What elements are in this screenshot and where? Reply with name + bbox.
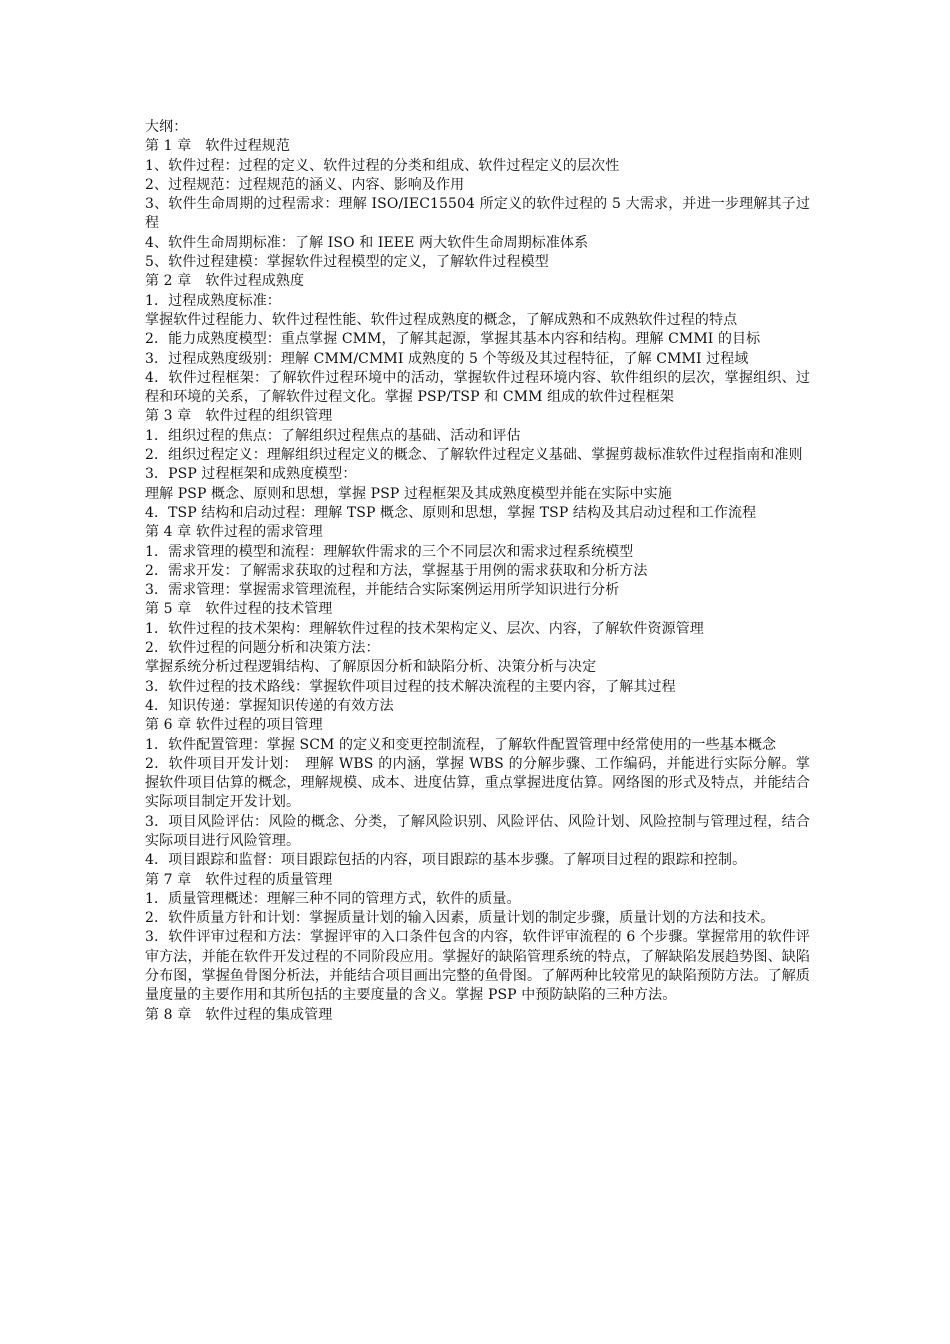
chapter-1-item-4: 4、软件生命周期标准：了解 ISO 和 IEEE 两大软件生命周期标准体系 [145,234,589,251]
chapter-3-item-4: 理解 PSP 概念、原则和思想，掌握 PSP 过程框架及其成熟度模型并能在实际中实施 [145,485,672,502]
chapter-7-item-3: 3．软件评审过程和方法：掌握评审的入口条件包含的内容，软件评审流程的 6 个步骤。掌握常用的软件评审方法，并能在软件开发过程的不同阶段应用。掌握好的缺陷管理系统的特点，了解缺陷发展趋势图、缺陷分布图，掌握鱼骨图分析法，并能结合项目画出完整的鱼骨图。了解两种比较常见的缺陷预防方法。了解质量度量的主要作用和其所包括的主要度量的含义。掌握 PSP 中预防缺陷的三种方法。 [145,929,810,1004]
chapter-3-item-2: 2．组织过程定义：理解组织过程定义的概念、了解软件过程定义基础、掌握剪裁标准软件过程指南和准则 [145,447,803,464]
chapter-3-item-1: 1．组织过程的焦点：了解组织过程焦点的基础、活动和评估 [145,427,521,444]
outline-content [145,118,810,1025]
chapter-1-item-5: 5、软件过程建模：掌握软件过程模型的定义，了解软件过程模型 [145,254,549,271]
chapter-4-item-3: 3．需求管理：掌握需求管理流程，并能结合实际案例运用所学知识进行分析 [145,582,620,599]
chapter-5-item-2: 2．软件过程的问题分析和决策方法： [145,640,380,657]
chapter-5-item-4: 3．软件过程的技术路线：掌握软件项目过程的技术解决流程的主要内容，了解其过程 [145,678,676,695]
chapter-3-item-5: 4．TSP 结构和启动过程：理解 TSP 概念、原则和思想，掌握 TSP 结构及其启动过程和工作流程 [145,504,757,521]
chapter-7-item-2: 2．软件质量方针和计划：掌握质量计划的输入因素，质量计划的制定步骤，质量计划的方法和技术。 [145,910,775,927]
chapter-2-heading: 第 2 章 软件过程成熟度 [145,273,305,290]
chapter-6-item-2: 2．软件项目开发计划： 理解 WBS 的内涵，掌握 WBS 的分解步骤、工作编码，并能进行实际分解。掌握软件项目估算的概念，理解规模、成本、进度估算，重点掌握进度估算。网络图的形式及特点，并能结合实际项目制定开发计划。 [145,755,810,811]
chapter-3-item-3: 3．PSP 过程框架和成熟度模型： [145,466,357,483]
chapter-6-item-4: 4．项目跟踪和监督：项目跟踪包括的内容，项目跟踪的基本步骤。了解项目过程的跟踪和控制。 [145,852,747,869]
outline-label: 大纲： [145,119,188,135]
chapter-6-item-3: 3．项目风险评估：风险的概念、分类，了解风险识别、风险评估、风险计划、风险控制与管理过程，结合实际项目进行风险管理。 [145,813,810,849]
chapter-1-heading: 第 1 章 软件过程规范 [145,138,291,155]
chapter-4-heading: 第 4 章 软件过程的需求管理 [145,524,323,541]
chapter-2-item-4: 3．过程成熟度级别：理解 CMM/CMMI 成熟度的 5 个等级及其过程特征，了解 CMMI 过程域 [145,350,749,367]
chapter-8-heading: 第 8 章 软件过程的集成管理 [145,1006,333,1023]
chapter-2-item-3: 2．能力成熟度模型：重点掌握 CMM，了解其起源，掌握其基本内容和结构。理解 CMMI 的目标 [145,331,761,348]
chapter-7-heading: 第 7 章 软件过程的质量管理 [145,871,333,888]
chapter-2-item-1: 1．过程成熟度标准： [145,292,281,309]
chapter-3-heading: 第 3 章 软件过程的组织管理 [145,408,333,425]
chapter-5-item-5: 4．知识传递：掌握知识传递的有效方法 [145,697,394,714]
chapter-4-item-2: 2．需求开发：了解需求获取的过程和方法，掌握基于用例的需求获取和分析方法 [145,562,648,579]
chapter-1-item-1: 1、软件过程：过程的定义、软件过程的分类和组成、软件过程定义的层次性 [145,157,620,174]
chapter-6-heading: 第 6 章 软件过程的项目管理 [145,717,323,734]
chapter-5-item-3: 掌握系统分析过程逻辑结构、了解原因分析和缺陷分析、决策分析与决定 [145,659,597,676]
chapter-5-heading: 第 5 章 软件过程的技术管理 [145,601,333,618]
chapter-2-item-2: 掌握软件过程能力、软件过程性能、软件过程成熟度的概念，了解成熟和不成熟软件过程的特点 [145,311,738,328]
chapter-1-item-3: 3、软件生命周期的过程需求：理解 ISO/IEC15504 所定义的软件过程的 5 大需求，并进一步理解其子过程 [145,196,810,232]
chapter-6-item-1: 1．软件配置管理：掌握 SCM 的定义和变更控制流程，了解软件配置管理中经常使用的一些基本概念 [145,736,777,753]
chapter-7-item-1: 1．质量管理概述：理解三种不同的管理方式，软件的质量。 [145,890,521,907]
chapter-2-item-5: 4．软件过程框架：了解软件过程环境中的活动，掌握软件过程环境内容、软件组织的层次，掌握组织、过程和环境的关系，了解软件过程文化。掌握 PSP/TSP 和 CMM 组成的软件过程框架 [145,369,810,406]
chapter-4-item-1: 1．需求管理的模型和流程：理解软件需求的三个不同层次和需求过程系统模型 [145,543,634,560]
chapter-5-item-1: 1．软件过程的技术架构：理解软件过程的技术架构定义、层次、内容，了解软件资源管理 [145,620,704,637]
chapter-1-item-2: 2、过程规范：过程规范的涵义、内容、影响及作用 [145,176,465,193]
